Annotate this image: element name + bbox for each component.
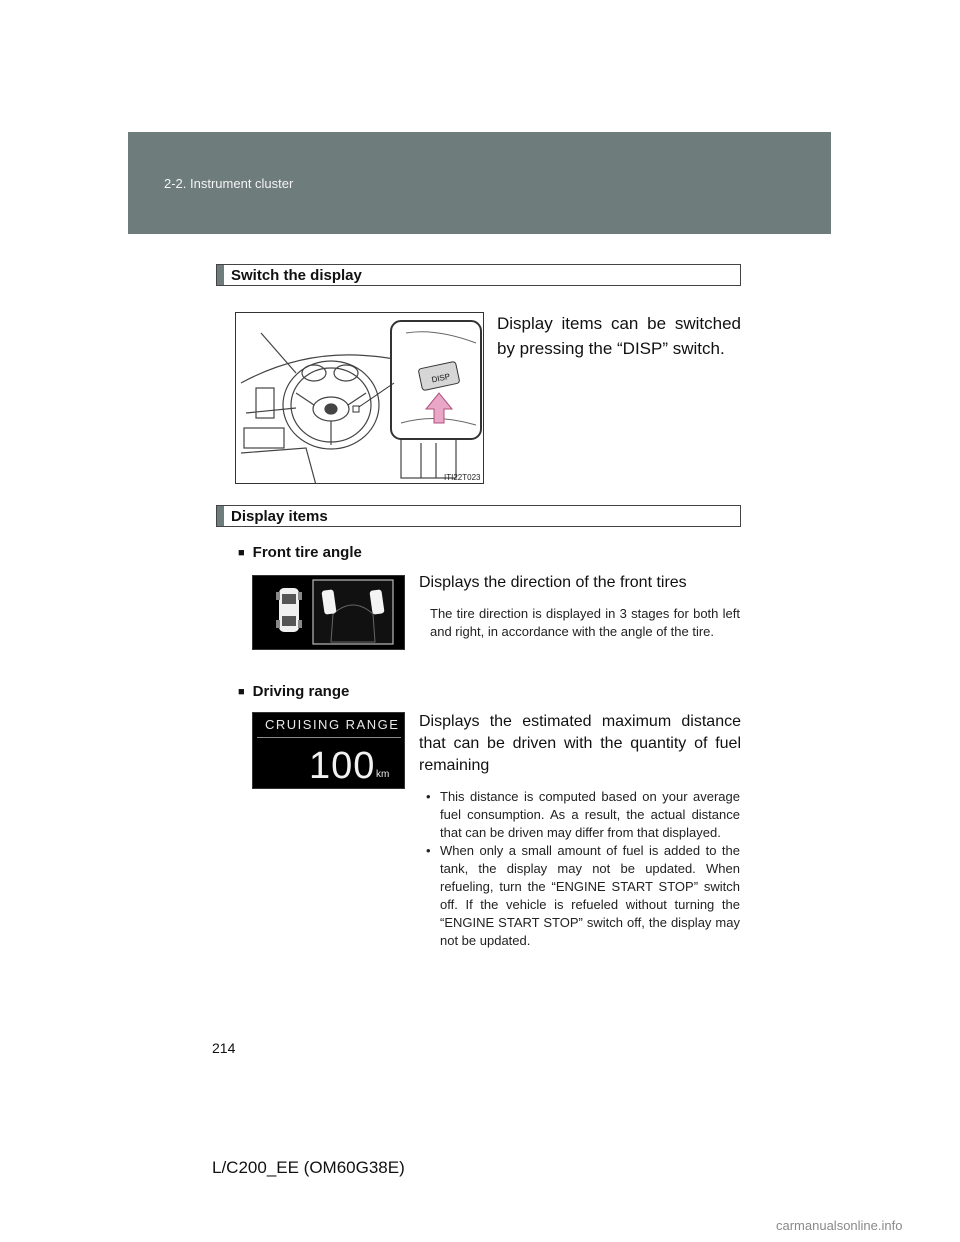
section-title-switch-display bbox=[216, 264, 741, 286]
front-tire-display-graphic bbox=[253, 576, 405, 650]
steering-wheel-illustration bbox=[235, 312, 484, 484]
list-item: • When only a small amount of fuel is added to the tank, the display may not be updated. When refueling, turn the “ENGINE START STOP” switch off. If the vehicle is refueled without turning the “ENGINE START STOP” switch off, the display may not be updated. bbox=[420, 842, 740, 950]
section-title-display-items bbox=[216, 505, 741, 527]
front-tire-description: Displays the direction of the front tires bbox=[419, 574, 687, 591]
watermark: carmanualsonline.info bbox=[776, 1218, 903, 1233]
chapter-header bbox=[128, 132, 831, 234]
triangle-bullet-icon: ■ bbox=[238, 547, 245, 559]
heading-label: Driving range bbox=[252, 683, 350, 700]
front-tire-note: The tire direction is displayed in 3 stages for both left and right, in accordance with the angle of the tire. bbox=[430, 606, 740, 639]
page-number: 214 bbox=[212, 1040, 236, 1056]
triangle-bullet-icon: ■ bbox=[238, 686, 245, 698]
document-code: L/C200_EE (OM60G38E) bbox=[212, 1158, 405, 1177]
disp-button-label: DISP bbox=[430, 371, 451, 385]
section-accent bbox=[217, 506, 224, 526]
breadcrumb: 2-2. Instrument cluster bbox=[164, 176, 294, 191]
section-accent bbox=[217, 265, 224, 285]
front-tire-angle-display bbox=[252, 575, 405, 650]
switch-display-description: Display items can be switched by pressing the “DISP” switch. bbox=[497, 314, 741, 358]
screen-unit: km bbox=[376, 769, 390, 780]
heading-label: Front tire angle bbox=[252, 544, 362, 561]
driving-range-notes bbox=[420, 788, 740, 950]
section-title-label: Switch the display bbox=[231, 267, 362, 284]
figure-code: ITI22T023 bbox=[444, 473, 481, 482]
heading-driving-range bbox=[238, 683, 349, 700]
screen-divider bbox=[257, 737, 401, 738]
screen-title: CRUISING RANGE bbox=[265, 717, 400, 732]
steering-wheel-drawing bbox=[236, 313, 484, 484]
screen-value: 100 bbox=[309, 745, 376, 787]
cruising-range-display bbox=[252, 712, 405, 789]
heading-front-tire-angle bbox=[238, 544, 362, 561]
driving-range-description: Displays the estimated maximum distance that can be driven with the quantity of fuel remaining bbox=[419, 713, 741, 774]
section-title-label: Display items bbox=[231, 508, 328, 525]
list-item: • This distance is computed based on your average fuel consumption. As a result, the actual distance that can be driven may differ from that displayed. bbox=[420, 788, 740, 842]
